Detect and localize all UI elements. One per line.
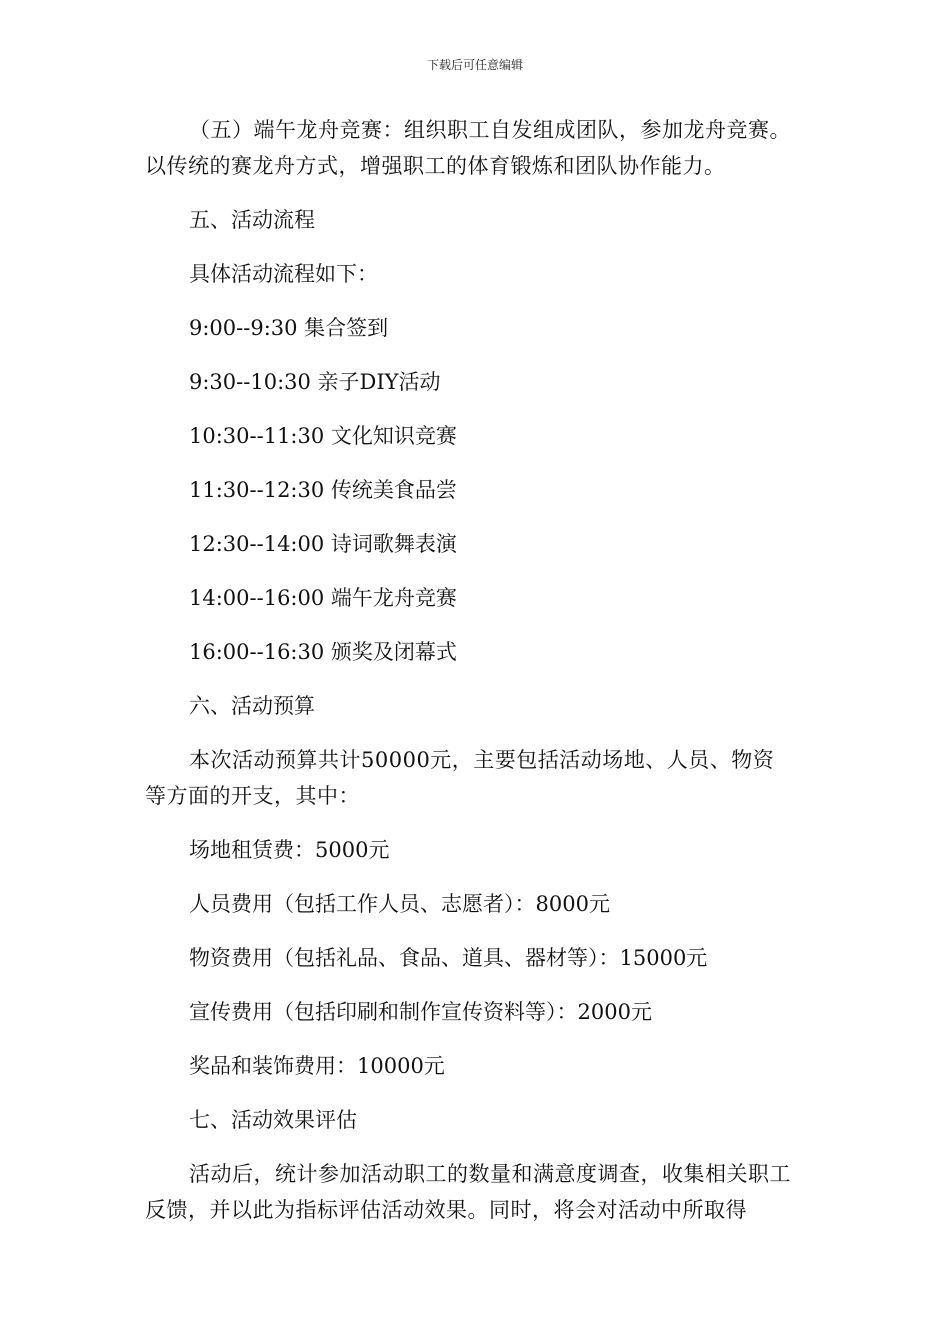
budget-item: 奖品和装饰费用：10000元 [189, 1054, 445, 1078]
budget-item: 物资费用（包括礼品、食品、道具、器材等）：15000元 [189, 946, 708, 970]
flow-item: 14:00--16:00 端午龙舟竞赛 [189, 586, 457, 610]
evaluation-paragraph: 活动后，统计参加活动职工的数量和满意度调查，收集相关职工反馈，并以此为指标评估活动效果。同时，将会对活动中所取得 [145, 1162, 791, 1222]
document-body [145, 112, 795, 1228]
flow-item: 12:30--14:00 诗词歌舞表演 [189, 532, 457, 556]
budget-item: 场地租赁费：5000元 [189, 838, 390, 862]
flow-intro: 具体活动流程如下： [189, 262, 378, 286]
budget-intro: 本次活动预算共计50000元，主要包括活动场地、人员、物资等方面的开支，其中： [145, 748, 775, 808]
flow-item: 16:00--16:30 颁奖及闭幕式 [189, 640, 457, 664]
budget-item: 人员费用（包括工作人员、志愿者）：8000元 [189, 892, 610, 916]
section-title-budget: 六、活动预算 [189, 694, 315, 718]
paragraph-dragon-boat: （五）端午龙舟竞赛：组织职工自发组成团队，参加龙舟竞赛。以传统的赛龙舟方式，增强职工的体育锻炼和团队协作能力。 [145, 118, 791, 178]
page-header: 下载后可任意编辑 [426, 58, 523, 72]
flow-item: 9:00--9:30 集合签到 [189, 316, 389, 340]
flow-item: 11:30--12:30 传统美食品尝 [189, 478, 457, 502]
budget-item: 宣传费用（包括印刷和制作宣传资料等）：2000元 [189, 1000, 652, 1024]
flow-item: 10:30--11:30 文化知识竞赛 [189, 424, 457, 448]
section-title-evaluation: 七、活动效果评估 [189, 1108, 357, 1132]
section-title-flow: 五、活动流程 [189, 208, 315, 232]
flow-item: 9:30--10:30 亲子DIY活动 [189, 370, 441, 394]
